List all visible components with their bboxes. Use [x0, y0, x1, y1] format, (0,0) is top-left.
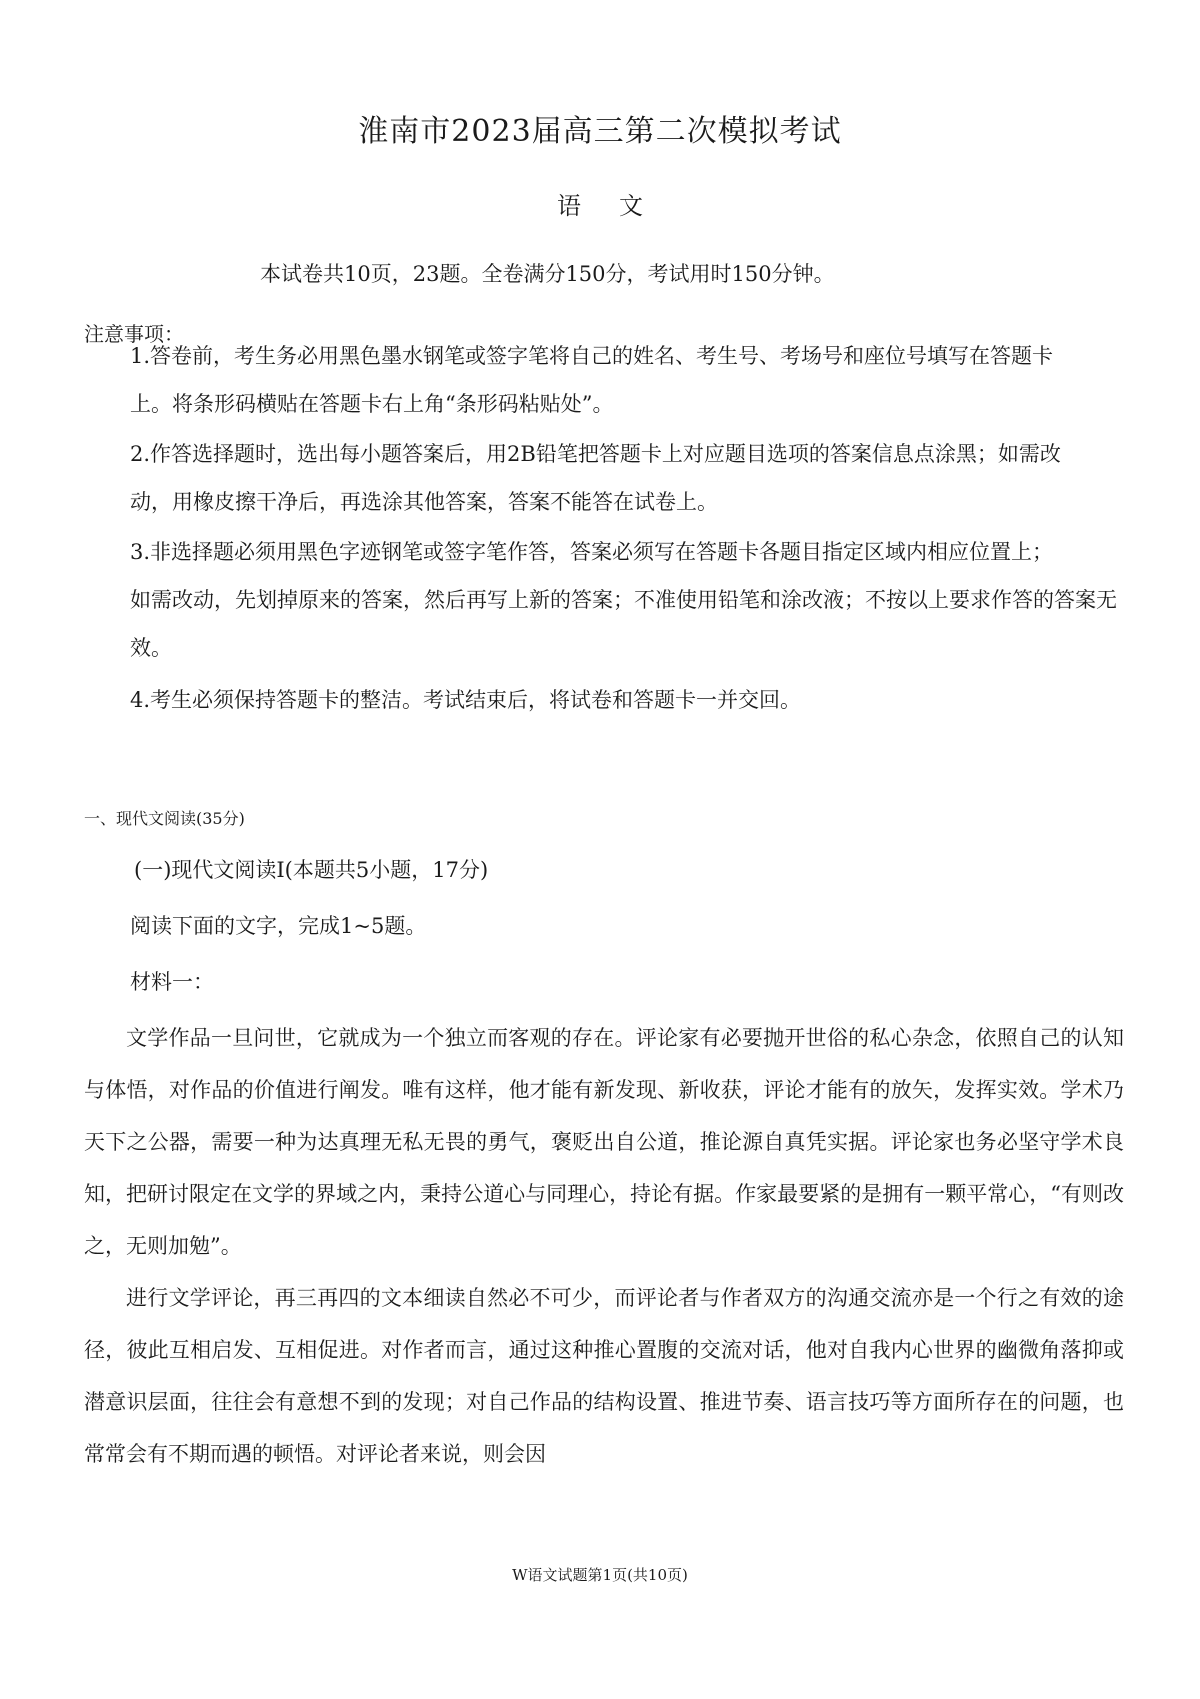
page-footer: W语文试题第1页(共10页) [512, 1566, 688, 1584]
notice-item-1-line1: 1.答卷前，考生务必用黑色墨水钢笔或签字笔将自己的姓名、考生号、考场号和座位号填写在答题卡 [130, 344, 1054, 368]
sub-heading: (一)现代文阅读Ⅰ(本题共5小题，17分) [134, 858, 489, 882]
reading-instruction: 阅读下面的文字，完成1~5题。 [130, 914, 427, 938]
material-label: 材料一： [130, 970, 214, 994]
notice-item-3-rest: 如需改动，先划掉原来的答案，然后再写上新的答案；不准使用铅笔和涂改液；不按以上要求作答的答案无效。 [130, 588, 1117, 660]
paragraph-2: 进行文学评论，再三再四的文本细读自然必不可少，而评论者与作者双方的沟通交流亦是一个行之有效的途径，彼此互相启发、互相促进。对作者而言，通过这种推心置腹的交流对话，他对自我内心世界的幽微角落抑或潜意识层面，往往会有意想不到的发现；对自己作品的结构设置、推进节奏、语言技巧等方面所存在的问题，也常常会有不期而遇的顿悟。对评论者来说，则会因 [84, 1286, 1124, 1466]
notice-item-3-line1: 3.非选择题必须用黑色字迹钢笔或签字笔作答，答案必须写在答题卡各题目指定区域内相应位置上； [130, 540, 1054, 564]
notice-item-1-rest: 上。将条形码横贴在答题卡右上角“条形码粘贴处”。 [130, 392, 614, 416]
notice-item-2-line1: 2.作答选择题时，选出每小题答案后，用2B铅笔把答题卡上对应题目选项的答案信息点涂黑；如需改 [130, 442, 1061, 466]
paragraph-1: 文学作品一旦问世，它就成为一个独立而客观的存在。评论家有必要抛开世俗的私心杂念，依照自己的认知与体悟，对作品的价值进行阐发。唯有这样，他才能有新发现、新收获，评论才能有的放矢，发挥实效。学术乃天下之公器，需要一种为达真理无私无畏的勇气，褒贬出自公道，推论源自真凭实据。评论家也务必坚守学术良知，把研讨限定在文学的界域之内，秉持公道心与同理心，持论有据。作家最要紧的是拥有一颗平常心，“有则改之，无则加勉”。 [84, 1026, 1124, 1258]
exam-info: 本试卷共10页，23题。全卷满分150分，考试用时150分钟。 [260, 262, 835, 286]
notice-item-3 [130, 528, 1120, 672]
notice-heading: 注意事项： [84, 322, 184, 346]
notice-item-4-line1: 4.考生必须保持答题卡的整洁。考试结束后，将试卷和答题卡一并交回。 [130, 688, 802, 712]
notice-item-2 [130, 430, 1120, 526]
section-heading: 一、现代文阅读(35分) [84, 809, 245, 828]
notice-item-2-rest: 动，用橡皮擦干净后，再选涂其他答案，答案不能答在试卷上。 [130, 490, 718, 514]
notice-item-4 [130, 676, 1120, 724]
subject-title: 语文 [557, 192, 681, 220]
exam-title: 淮南市2023届高三第二次模拟考试 [358, 114, 842, 149]
notice-item-1 [130, 332, 1120, 428]
